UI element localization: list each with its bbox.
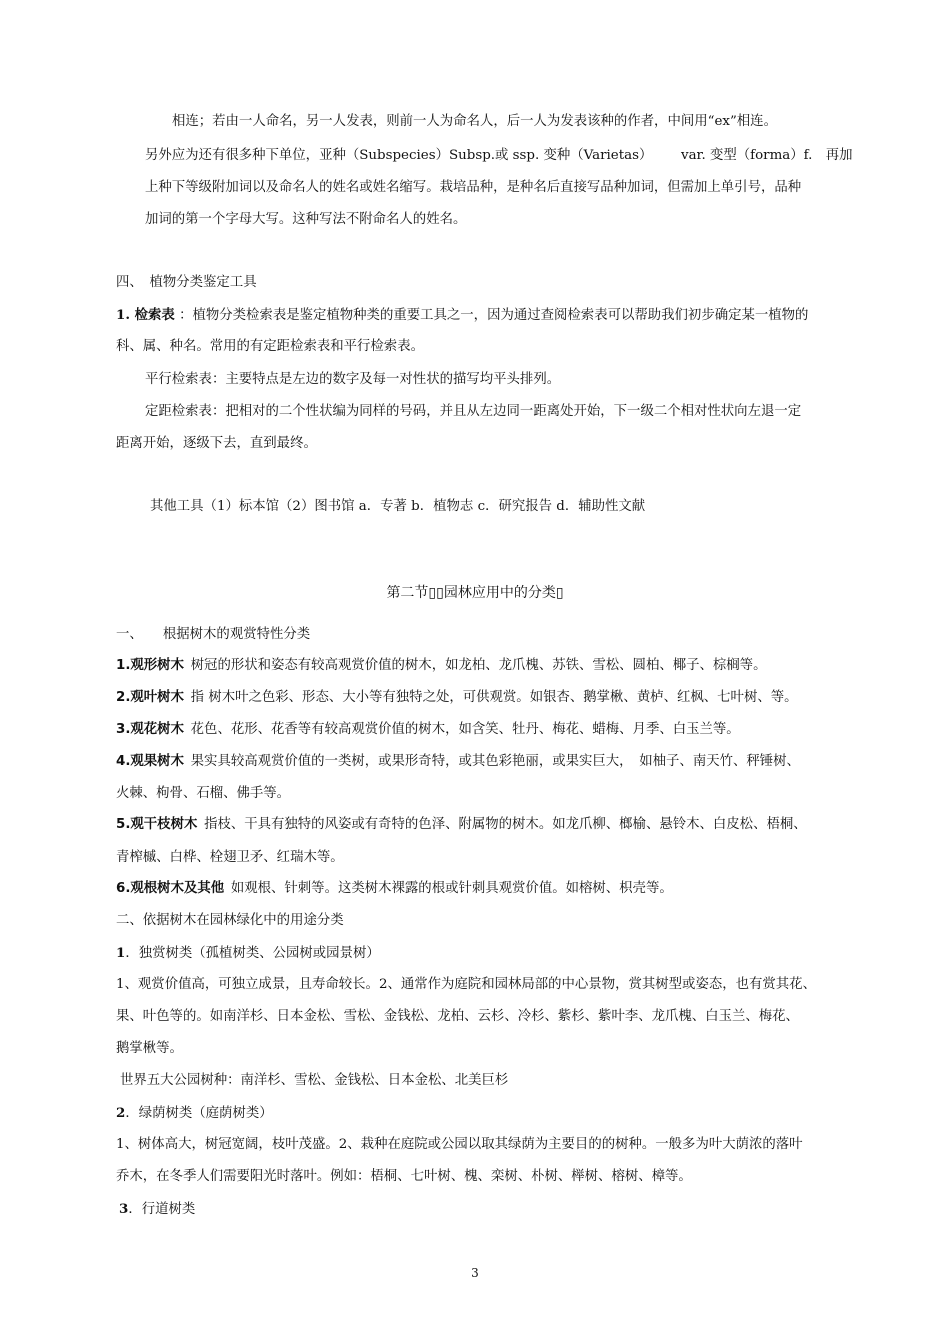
item-text: 树冠的形状和姿态有较高观赏价值的树木，如龙柏、龙爪槐、苏铁、雪松、圆柏、椰子、棕榈等。 bbox=[190, 658, 767, 673]
subunits-line-1b: var. 变型（forma）f. 再加 bbox=[681, 148, 853, 163]
sub2-line-1: 1、树体高大，树冠宽阔，枝叶茂盛。2、栽种在庭院或公园以取其绿荫为主要目的的树种。一般多为叶大荫浓的落叶 bbox=[116, 1137, 803, 1152]
item-fruit-continuation: 火棘、枸骨、石榴、佛手等。 bbox=[116, 786, 291, 801]
sub1-title: ．独赏树类（孤植树类、公园树或园景树） bbox=[125, 946, 380, 961]
subunits-line-2: 上种下等级附加词以及命名人的姓名或姓名缩写。栽培品种，是种名后直接写品种加词，但需加上单引号，品种 bbox=[145, 180, 802, 195]
part2-heading: 二、依据树木在园林绿化中的用途分类 bbox=[116, 913, 344, 928]
item-text: 花色、花形、花香等有较高观赏价值的树木，如含笑、牡丹、梅花、蜡梅、月季、白玉兰等。 bbox=[190, 722, 740, 737]
item-ornamental-trunk bbox=[116, 815, 807, 835]
indented-key-line-1: 定距检索表：把相对的二个性状编为同样的号码，并且从左边同一距离处开始，下一级二个相对性状向左退一定 bbox=[145, 404, 802, 419]
sub3-title: ．行道树类 bbox=[128, 1202, 196, 1217]
indented-key-line-2: 距离开始，逐级下去，直到最终。 bbox=[116, 436, 317, 451]
sub1-line-2: 果、叶色等的。如南洋杉、日本金松、雪松、金钱松、龙柏、云杉、冷杉、紫杉、紫叶李、龙爪槐、白玉兰、梅花、 bbox=[116, 1009, 799, 1024]
sub2-line-2: 乔木，在冬季人们需要阳光时落叶。例如：梧桐、七叶树、槐、栾树、朴树、榉树、榕树、樟等。 bbox=[116, 1169, 692, 1184]
item-trunk-continuation: 青榨槭、白桦、栓翅卫矛、红瑞木等。 bbox=[116, 850, 344, 865]
item-term: 2.观叶树木 bbox=[116, 690, 184, 705]
sub1-line-3: 鹅掌楸等。 bbox=[116, 1041, 183, 1056]
item-ornamental-root bbox=[116, 879, 673, 899]
item-text: 指枝、干具有独特的风姿或有奇特的色泽、附属物的树木。如龙爪柳、榔榆、悬铃木、白皮松、梧桐、 bbox=[204, 817, 807, 832]
sub3-heading bbox=[119, 1199, 195, 1220]
item-text: 指 树木叶之色彩、形态、大小等有独特之处，可供观赏。如银杏、鹅掌楸、黄栌、红枫、七叶树、等。 bbox=[190, 690, 798, 705]
item-term: 4.观果树木 bbox=[116, 754, 184, 769]
world-parks-line: 世界五大公园树种：南洋杉、雪松、金钱松、日本金松、北美巨杉 bbox=[120, 1073, 509, 1088]
sub1-heading bbox=[116, 943, 380, 964]
item-term: 5.观干枝树木 bbox=[116, 817, 198, 832]
item-ornamental-leaf bbox=[116, 688, 798, 708]
item-term: 6.观根树木及其他 bbox=[116, 881, 225, 896]
item-ornamental-fruit bbox=[116, 752, 800, 772]
item-ornamental-flower bbox=[116, 720, 740, 740]
item-text: 如观根、针刺等。这类树木裸露的根或针刺具观赏价值。如榕树、枳壳等。 bbox=[230, 881, 673, 896]
item-ornamental-form bbox=[116, 656, 766, 676]
section4-heading: 四、 植物分类鉴定工具 bbox=[116, 275, 257, 290]
subunits-line-3: 加词的第一个字母大写。这种写法不附命名人的姓名。 bbox=[145, 212, 467, 227]
key-label: 1. 检索表 bbox=[116, 307, 175, 323]
other-tools-line: 其他工具（1）标本馆（2）图书馆 a．专著 b．植物志 c．研究报告 d．辅助性文献 bbox=[150, 499, 646, 514]
sub1-number: 1 bbox=[116, 945, 126, 961]
key-line-1 bbox=[116, 305, 808, 326]
item-text: 果实具较高观赏价值的一类树，或果形奇特，或其色彩艳丽，或果实巨大， 如柚子、南天竹、秤锤树、 bbox=[190, 754, 800, 769]
part1-heading: 一、 根据树木的观赏特性分类 bbox=[116, 627, 311, 642]
sub2-heading bbox=[116, 1103, 273, 1124]
subunits-line-1a: 另外应为还有很多种下单位，亚种（Subspecies）Subsp.或 ssp. 变种（Varietas） bbox=[145, 148, 653, 163]
item-term: 1.观形树木 bbox=[116, 658, 184, 673]
item-term: 3.观花树木 bbox=[116, 722, 184, 737]
key-line-2: 科、属、种名。常用的有定距检索表和平行检索表。 bbox=[116, 339, 424, 354]
parallel-key-line: 平行检索表：主要特点是左边的数字及每一对性状的描写均平头排列。 bbox=[145, 372, 561, 387]
key-text: ：植物分类检索表是鉴定植物种类的重要工具之一，因为通过查阅检索表可以帮助我们初步确定某一植物的 bbox=[179, 308, 809, 323]
sub2-title: ．绿荫树类（庭荫树类） bbox=[125, 1106, 273, 1121]
sub1-line-1: 1、观赏价值高，可独立成景，且寿命较长。2、通常作为庭院和园林局部的中心景物，赏其树型或姿态，也有赏其花、 bbox=[116, 977, 816, 992]
section-title: 第二节▯▯园林应用中的分类▯ bbox=[386, 585, 564, 601]
sub3-number: 3 bbox=[119, 1201, 129, 1217]
continuation-line: 相连；若由一人命名，另一人发表，则前一人为命名人，后一人为发表该种的作者，中间用“ex”相连。 bbox=[172, 114, 777, 129]
page-number: 3 bbox=[471, 1266, 479, 1280]
sub2-number: 2 bbox=[116, 1105, 126, 1121]
